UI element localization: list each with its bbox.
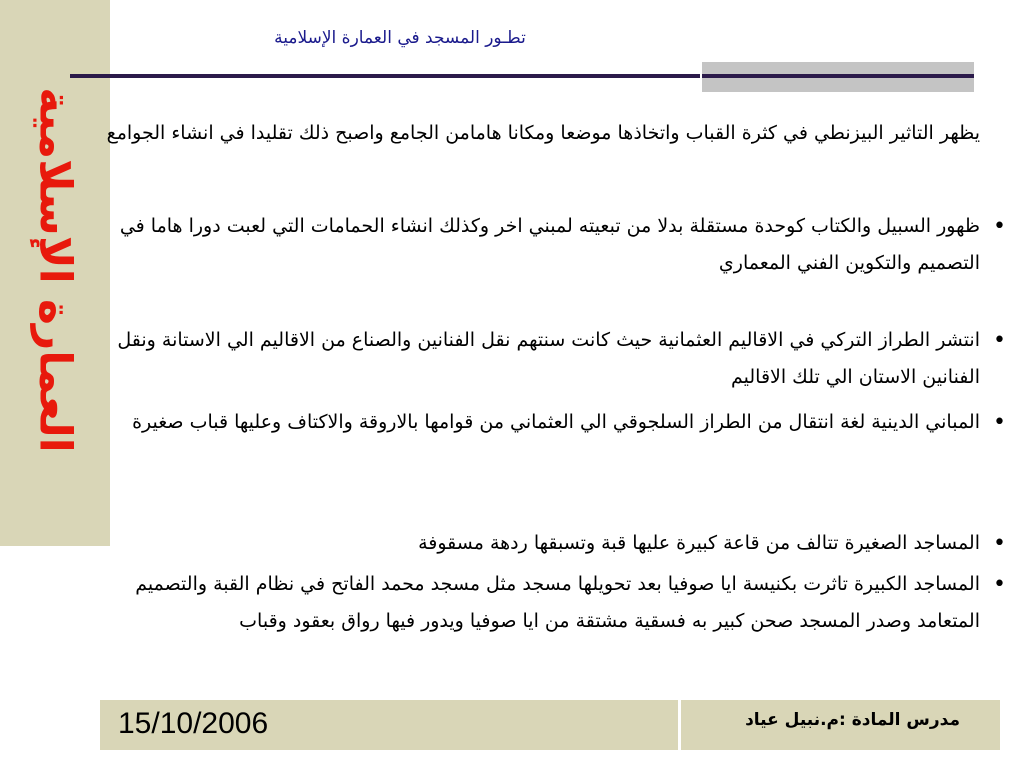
bullet-item-1: • يظهر التاثير البيزنطي في كثرة القباب واتخاذها موضعا ومكانا هامامن الجامع واصبح ذلك تقليدا في انشاء الجوامع <box>50 115 980 193</box>
bullet-item-3: • انتشر الطراز التركي في الاقاليم العثمانية حيث كانت سنتهم نقل الفنانين والصناع من الاقاليم الي الاستانة ونقل الفنانين الاستان الي تلك الاقاليم <box>90 322 980 396</box>
bullet-item-6: • المساجد الكبيرة تاثرت بكنيسة ايا صوفيا بعد تحويلها مسجد مثل مسجد محمد الفاتح في نظام القبة والتصميم المتعامد وصدر المسجد صحن كبير به فسقية مشتقة من ايا صوفيا ويدور فيها رواق بعقود وقباب <box>90 566 980 640</box>
vertical-section-title: العمارة الإسلامية <box>29 87 81 453</box>
header-rule-line-right <box>702 74 974 78</box>
footer-date: 15/10/2006 <box>100 700 678 750</box>
bullet-item-4: • المباني الدينية لغة انتقال من الطراز السلجوقي الي العثماني من قوامها بالاروقة والاكتاف وعليها قباب صغيرة <box>90 404 980 441</box>
slide-header-title: تطـور المسجد في العمارة الإسلامية <box>274 28 526 48</box>
bullet-item-2: • ظهور السبيل والكتاب كوحدة مستقلة بدلا من تبعيته لمبني اخر وكذلك انشاء الحمامات التي لعبت دورا هاما في التصميم والتكوين الفني المعماري <box>90 208 980 282</box>
header-rule-line <box>70 74 700 78</box>
footer-teacher-name: مدرس المادة :م.نبيل عياد <box>678 700 1000 750</box>
bullet-item-5: • المساجد الصغيرة تتالف من قاعة كبيرة عليها قبة وتسبقها ردهة مسقوفة <box>90 525 980 562</box>
